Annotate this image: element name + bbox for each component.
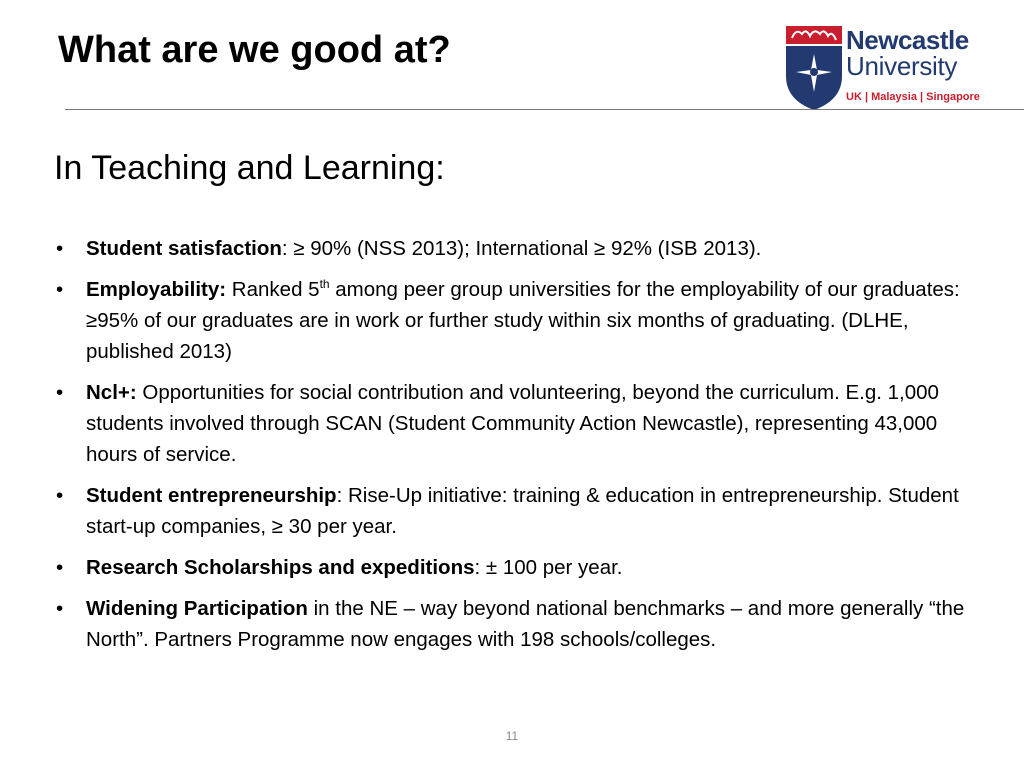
university-logo: [784, 24, 994, 114]
bullet-widening-participation: [54, 593, 984, 655]
title-divider: [65, 109, 1024, 110]
bullet-dot-icon: •: [56, 597, 64, 620]
bullet-heading: Widening Participation: [86, 597, 308, 620]
bullet-text: in the NE – way beyond national benchmarks – and more generally “the North”. Partners Programme now engages with 198 schools/colleges.: [86, 597, 965, 651]
university-crest-icon: [784, 24, 844, 112]
bullet-list: [54, 233, 984, 665]
bullet-dot-icon: •: [56, 381, 64, 404]
bullet-heading: Employability:: [86, 278, 227, 301]
bullet-dot-icon: •: [56, 556, 64, 579]
bullet-heading: Student entrepreneurship: [86, 484, 337, 507]
bullet-text: : Rise-Up initiative: training & education in entrepreneurship. Student start-up companies, ≥ 30 per year.: [86, 484, 959, 538]
bullet-text: : ≥ 90% (NSS 2013); International ≥ 92% (ISB 2013).: [281, 237, 762, 260]
bullet-student-satisfaction: [54, 233, 984, 264]
bullet-heading: Student satisfaction: [86, 237, 282, 260]
page-number: 11: [505, 729, 519, 743]
bullet-student-entrepreneurship: [54, 480, 984, 542]
bullet-dot-icon: •: [56, 278, 64, 301]
logo-campuses: UK | Malaysia | Singapore: [846, 91, 980, 103]
bullet-research-scholarships: [54, 552, 984, 583]
logo-line-university: University: [846, 51, 958, 81]
bullet-text: Ranked 5: [226, 278, 320, 301]
bullet-ncl-plus: [54, 377, 984, 470]
bullet-heading: Ncl+:: [86, 381, 137, 404]
bullet-superscript: th: [319, 277, 330, 292]
bullet-text-continued: among peer group universities for the employability of our graduates: ≥95% of our graduates are in work or further study within six months of graduating. (DLHE, published 2013): [86, 278, 960, 363]
bullet-text: Opportunities for social contribution and volunteering, beyond the curriculum. E.g. 1,000 students involved through SCAN (Student Community Action Newcastle), representing 43,000 hours of service.: [86, 381, 939, 466]
bullet-dot-icon: •: [56, 237, 64, 260]
bullet-dot-icon: •: [56, 484, 64, 507]
bullet-text: : ± 100 per year.: [474, 556, 623, 579]
bullet-employability: [54, 274, 984, 367]
section-subtitle: In Teaching and Learning:: [54, 149, 445, 187]
slide-title: What are we good at?: [58, 29, 451, 71]
logo-line-newcastle: Newcastle: [846, 25, 969, 55]
bullet-heading: Research Scholarships and expeditions: [86, 556, 475, 579]
